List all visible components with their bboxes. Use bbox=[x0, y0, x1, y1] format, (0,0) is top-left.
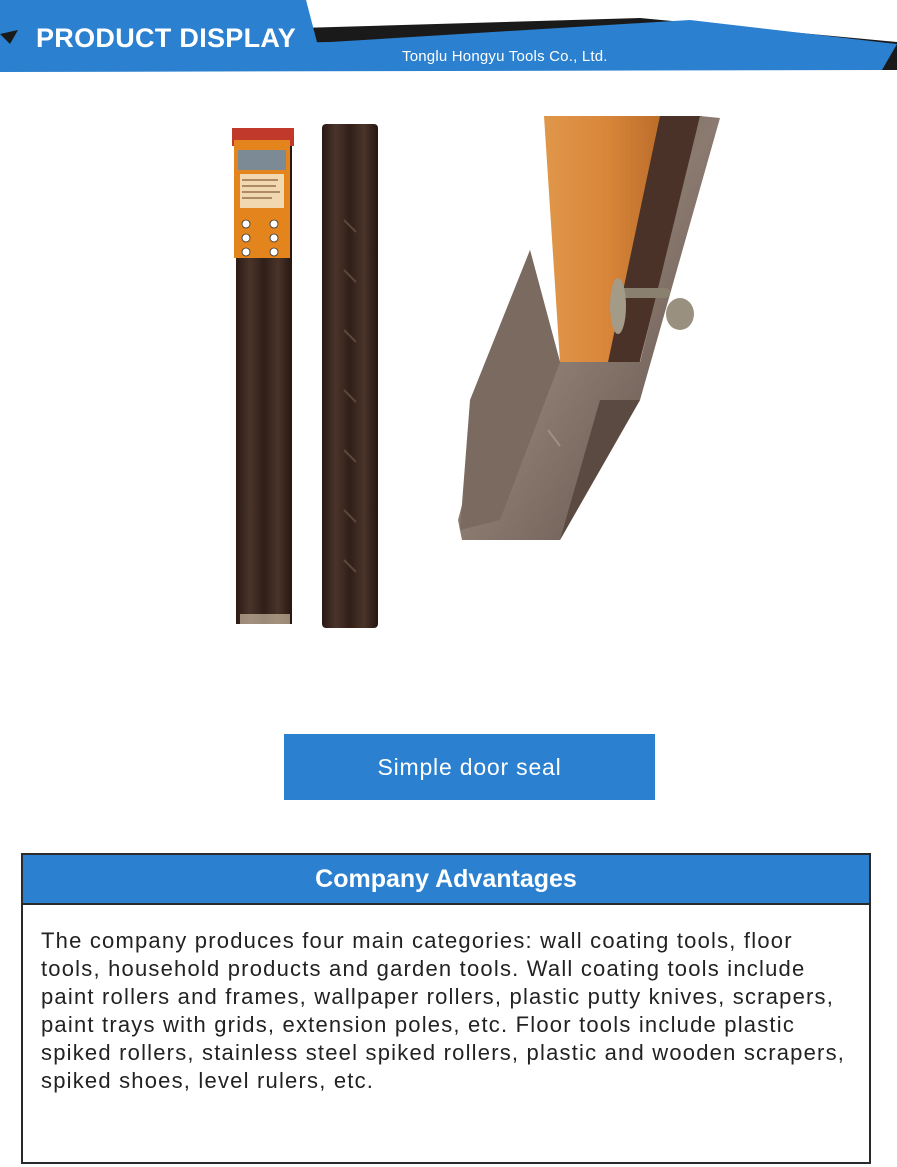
product-image bbox=[0, 100, 897, 660]
advantages-heading: Company Advantages bbox=[23, 855, 869, 905]
seal-strip bbox=[322, 124, 378, 628]
advantages-body: The company produces four main categories: wall coating tools, floor tools, household products and garden tools. Wall coating tools include paint rollers and frames, wallpaper rollers, plastic putty knives, scrapers, paint trays with grids, extension poles, etc. Floor tools include plastic spiked rollers, stainless steel spiked rollers, plastic and wooden scrapers, spiked shoes, level rulers, etc. bbox=[41, 928, 846, 1093]
section-title: PRODUCT DISPLAY bbox=[36, 23, 297, 53]
product-caption: Simple door seal bbox=[284, 734, 655, 800]
product-photos bbox=[0, 100, 897, 660]
packaged-seal bbox=[232, 128, 294, 624]
advantages-panel bbox=[21, 853, 871, 1164]
installed-seal bbox=[458, 116, 720, 540]
company-name: Tonglu Hongyu Tools Co., Ltd. bbox=[402, 48, 608, 65]
header-banner bbox=[0, 0, 897, 75]
